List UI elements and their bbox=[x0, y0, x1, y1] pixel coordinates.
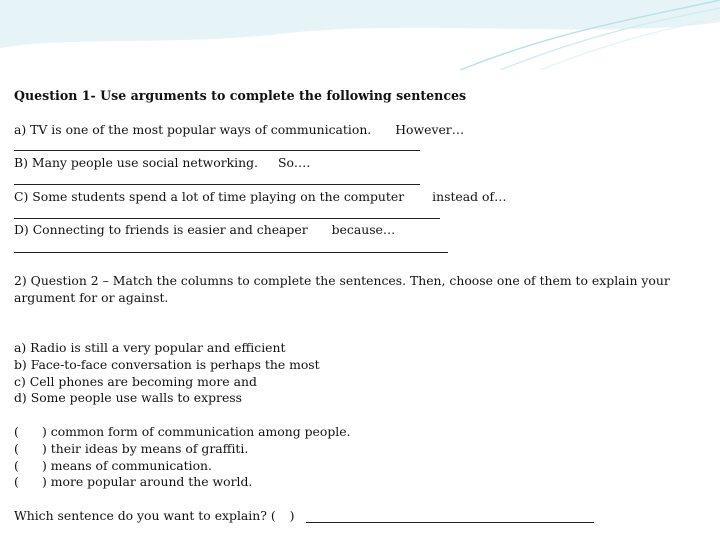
q2-right-3-text: ) means of communication. bbox=[42, 458, 212, 473]
q2-explain-prompt-close: ) bbox=[289, 508, 295, 523]
q1-item-d-text: D) Connecting to friends is easier and cheaper bbox=[14, 222, 308, 237]
q2-right-2-blank[interactable]: ( bbox=[14, 441, 19, 456]
q2-right-2 bbox=[14, 441, 248, 457]
q2-left-d: d) Some people use walls to express bbox=[14, 390, 242, 405]
q1-item-c-connector: instead of… bbox=[432, 189, 507, 204]
q1-item-c bbox=[14, 189, 506, 205]
q2-explain-answer-line[interactable] bbox=[306, 522, 594, 523]
q2-explain-prompt-text: Which sentence do you want to explain? ( bbox=[14, 508, 276, 523]
q2-right-1-text: ) common form of communication among people. bbox=[42, 424, 351, 439]
q2-left-a: a) Radio is still a very popular and efficient bbox=[14, 340, 286, 355]
q1-item-b bbox=[14, 155, 310, 171]
q2-right-1 bbox=[14, 424, 351, 440]
q2-right-4-text: ) more popular around the world. bbox=[42, 474, 253, 489]
q1-item-b-text: B) Many people use social networking. bbox=[14, 155, 258, 170]
q1-item-a bbox=[14, 122, 464, 138]
q2-left-c: c) Cell phones are becoming more and bbox=[14, 374, 257, 389]
q1-item-b-connector: So…. bbox=[277, 155, 311, 170]
q2-left-b: b) Face-to-face conversation is perhaps the most bbox=[14, 357, 320, 372]
q1-item-a-connector: However… bbox=[395, 122, 465, 137]
question-1-title: Question 1- Use arguments to complete the following sentences bbox=[14, 88, 467, 103]
q2-right-1-blank[interactable]: ( bbox=[14, 424, 19, 439]
q2-right-2-text: ) their ideas by means of graffiti. bbox=[42, 441, 249, 456]
q1-item-d-answer-line[interactable] bbox=[14, 252, 448, 253]
q2-right-4 bbox=[14, 474, 252, 490]
q1-item-d bbox=[14, 222, 395, 238]
question-2-title: 2) Question 2 – Match the columns to complete the sentences. Then, choose one of them to explain your argument for or against. bbox=[14, 273, 670, 305]
q1-item-c-text: C) Some students spend a lot of time playing on the computer bbox=[14, 189, 405, 204]
q1-item-c-answer-line[interactable] bbox=[14, 218, 440, 219]
q1-item-a-text: a) TV is one of the most popular ways of communication. bbox=[14, 122, 372, 137]
q1-item-a-answer-line[interactable] bbox=[14, 150, 420, 151]
q1-item-d-connector: because… bbox=[331, 222, 396, 237]
q2-right-4-blank[interactable]: ( bbox=[14, 474, 19, 489]
q2-right-3-blank[interactable]: ( bbox=[14, 458, 19, 473]
q1-item-b-answer-line[interactable] bbox=[14, 184, 420, 185]
header-wave-decoration bbox=[0, 0, 720, 70]
q2-right-3 bbox=[14, 458, 212, 474]
q2-explain-prompt bbox=[14, 508, 295, 524]
